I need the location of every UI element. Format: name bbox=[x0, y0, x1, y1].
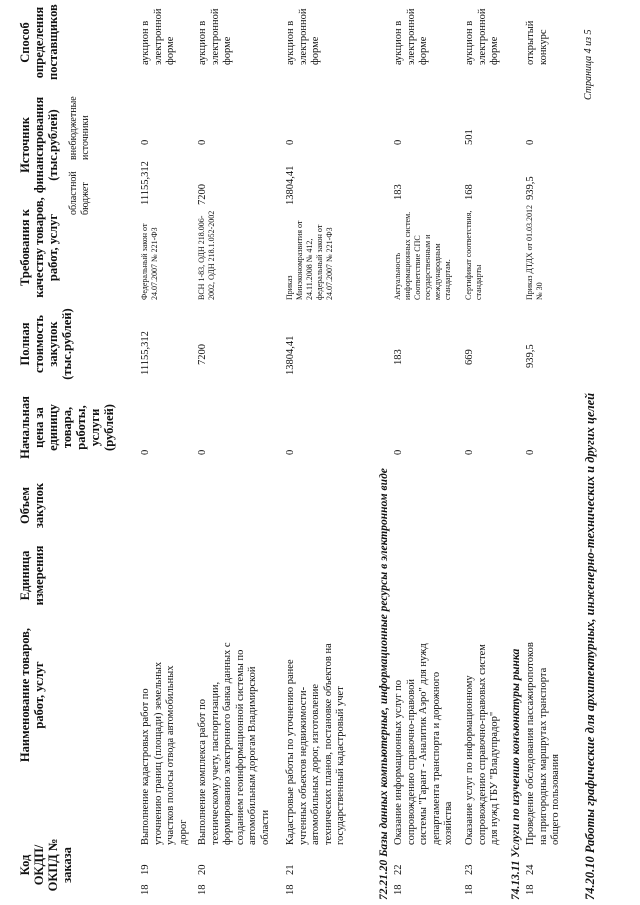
row-22-method: аукцион в электронной форме bbox=[393, 8, 429, 65]
row-22-number: 22 bbox=[393, 864, 404, 875]
row-24-price: 0 bbox=[525, 449, 536, 455]
row-20-regional: 7200 bbox=[197, 184, 208, 205]
header-method: Способ определения поставщиков bbox=[18, 4, 60, 80]
row-23-method: аукцион в электронной форме bbox=[464, 8, 500, 65]
header-source-nonbudget: внебюджетные источники bbox=[68, 96, 91, 160]
row-21-regional: 13804,41 bbox=[285, 165, 296, 205]
row-21-total: 13804,41 bbox=[285, 335, 296, 375]
row-24-number: 24 bbox=[525, 864, 536, 875]
section-74-20-10 bbox=[583, 393, 598, 900]
row-23-number: 23 bbox=[464, 864, 475, 875]
row-20-total: 7200 bbox=[197, 344, 208, 365]
row-20-requirements: ВСН 1-83, ОДН 218.006-2002, ОДН 218.1.052-2002 bbox=[197, 210, 216, 300]
row-19-number: 19 bbox=[140, 864, 151, 875]
row-23-price: 0 bbox=[464, 449, 475, 455]
section-code: 72.21.20 bbox=[378, 859, 390, 900]
row-24-nonbudget: 0 bbox=[525, 139, 536, 145]
row-24-name: Проведение обследования пассажиропотоков на пригородных маршрутах транспорта общего пользования bbox=[525, 642, 561, 845]
row-22-nonbudget: 0 bbox=[393, 139, 404, 145]
section-title: Базы данных компьютерные, информационные ресурсы в электронном виде bbox=[378, 468, 390, 857]
row-23-requirements: Сертификат соответствия, стандарты bbox=[464, 210, 483, 300]
row-20-price: 0 bbox=[197, 449, 208, 455]
row-24-method: открытый конкурс bbox=[525, 20, 549, 65]
header-volume: Объем закупок bbox=[18, 482, 46, 529]
row-21-name: Кадастровые работы по уточнению ранее учтенных объектов недвижимости-автомобильных дорог, изготовление технических планов, постановке объектов на государственный кадастровый учет bbox=[285, 643, 346, 845]
section-72-21-20 bbox=[378, 468, 390, 900]
row-21-method: аукцион в электронной форме bbox=[285, 8, 321, 65]
row-21-nonbudget: 0 bbox=[285, 139, 296, 145]
row-20-nonbudget: 0 bbox=[197, 139, 208, 145]
row-19-regional: 11155,312 bbox=[140, 161, 151, 205]
row-22-name: Оказание информационных услуг по сопровождению справочно-правовой системы "Гарант - Аналитик Аэро" для нужд департамента транспорта и дорожного хозяйства bbox=[393, 643, 454, 845]
row-23-code: 18 bbox=[464, 884, 475, 895]
row-24-requirements: Приказ ДТДХ от 01.03.2012 № 30 bbox=[525, 205, 544, 300]
row-19-code: 18 bbox=[140, 884, 151, 895]
page-number: Страница 4 из 5 bbox=[583, 29, 594, 100]
row-19-price: 0 bbox=[140, 449, 151, 455]
section-code: 74.20.10 bbox=[583, 856, 597, 900]
row-20-number: 20 bbox=[197, 864, 208, 875]
row-23-nonbudget: 501 bbox=[464, 129, 475, 145]
row-23-regional: 168 bbox=[464, 184, 475, 200]
row-24-total: 939,5 bbox=[525, 344, 536, 368]
row-23-name: Оказание услуг по информационному сопровождению справочно-правовых систем для нужд ГБУ "Владупрадор" bbox=[464, 644, 500, 845]
row-19-name: Выполнение кадастровых работ по уточнению границ (площади) земельных участков полосы отвода автомобильных дорог bbox=[140, 661, 189, 845]
header-source: Источник финансирования (тыс.рублей) bbox=[18, 96, 60, 194]
row-22-code: 18 bbox=[393, 884, 404, 895]
section-code: 74.13.11 bbox=[510, 860, 522, 900]
section-title: Услуги по изучению конъюнктуры рынка bbox=[510, 648, 522, 858]
row-20-method: аукцион в электронной форме bbox=[197, 8, 233, 65]
row-24-code: 18 bbox=[525, 884, 536, 895]
row-24-regional: 939,5 bbox=[525, 176, 536, 200]
row-23-total: 669 bbox=[464, 349, 475, 365]
header-total: Полная стоимость закупок (тыс.рублей) bbox=[18, 308, 74, 380]
row-21-requirements: Приказ Минэкономразвития от 24.11.2008 № 412, федеральный закон от 24.07.2007 № 221-ФЗ bbox=[285, 220, 334, 300]
row-21-price: 0 bbox=[285, 449, 296, 455]
row-22-regional: 183 bbox=[393, 184, 404, 200]
section-title: Работы графические для архитектурных, инженерно-технических и других целей bbox=[583, 392, 597, 854]
row-20-name: Выполнение комплекса работ по техническому учету, паспортизации, формированию электронного банка данных с созданием геоинформационной системы по автомобильным дорогам Владимирской области bbox=[197, 642, 271, 845]
header-source-regional: областной бюджет bbox=[68, 171, 91, 215]
row-21-code: 18 bbox=[285, 884, 296, 895]
section-74-13-11 bbox=[510, 649, 522, 900]
row-19-total: 11155,312 bbox=[140, 331, 151, 375]
header-name: Наименование товаров, работ, услуг bbox=[18, 627, 46, 763]
row-22-price: 0 bbox=[393, 449, 404, 455]
row-22-total: 183 bbox=[393, 349, 404, 365]
row-19-method: аукцион в электронной форме bbox=[140, 8, 176, 65]
row-19-nonbudget: 0 bbox=[140, 139, 151, 145]
header-unit: Единица измерения bbox=[18, 545, 46, 606]
row-22-requirements: Актуальность информационных систем. Соответствие СПС государственным и международным стандартам. bbox=[393, 211, 452, 300]
row-21-number: 21 bbox=[285, 864, 296, 875]
header-requirements: Требования к качеству товаров, работ, услуг bbox=[18, 197, 60, 298]
row-20-code: 18 bbox=[197, 884, 208, 895]
header-price: Начальная цена за единицу товара, работы, услуги (рублей) bbox=[18, 396, 116, 459]
row-19-requirements: Федеральный закон от 24.07.2007 № 221-ФЗ bbox=[140, 223, 159, 300]
header-code: Код ОКДП/ ОКПД № заказа bbox=[18, 838, 74, 892]
